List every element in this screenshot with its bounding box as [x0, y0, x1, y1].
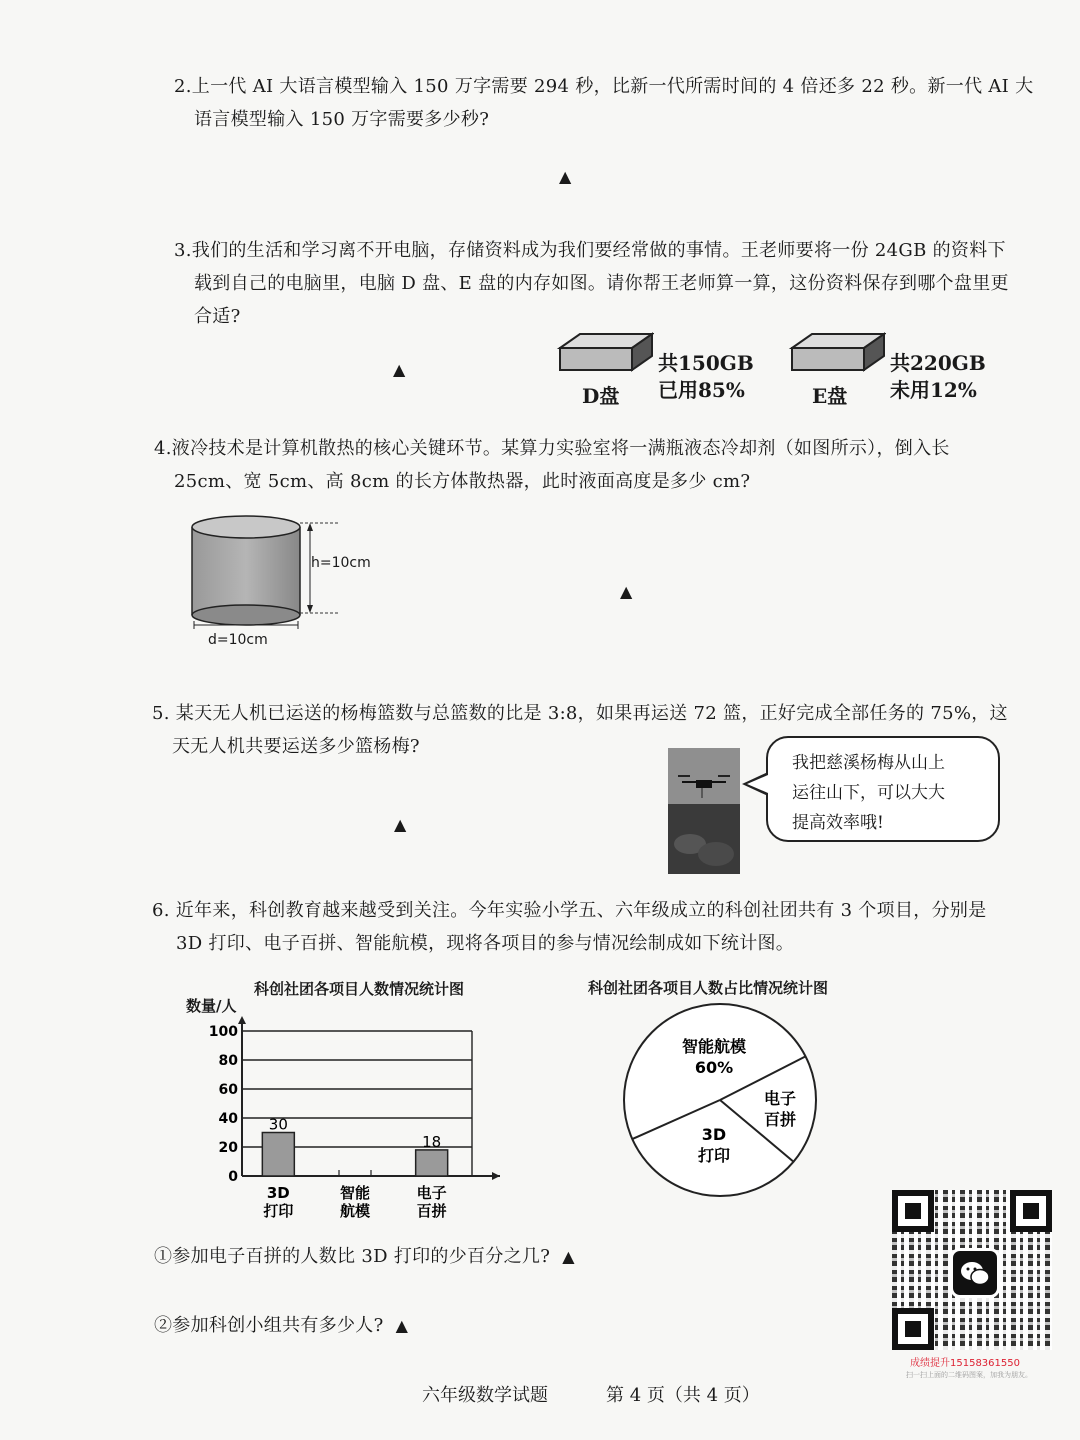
- question-6-line-1: 6. 近年来，科创教育越来越受到关注。今年实验小学五、六年级成立的科创社团共有 3 个项目，分别是: [152, 900, 987, 921]
- answer-mark-q5: ▲: [394, 815, 407, 834]
- cylinder-height-label: h=10cm: [311, 555, 371, 571]
- disk-d-used: 已用85%: [658, 378, 745, 402]
- pie-slice-label: 60%: [694, 1058, 734, 1077]
- question-5-line-1: 5. 某天无人机已运送的杨梅篮数与总篮数的比是 3:8，如果再运送 72 篮，正好完成全部任务的 75%，这: [152, 703, 1008, 724]
- disk-d-icon: [554, 330, 654, 380]
- pie-slice-label: 电子: [763, 1089, 797, 1108]
- qr-finder-top-left: [892, 1190, 934, 1232]
- bar-y-tick-label: 0: [228, 1169, 238, 1185]
- bar-category-label: 电子: [416, 1184, 447, 1202]
- bar-data-label: 30: [268, 1115, 288, 1134]
- cylinder-diameter-label: d=10cm: [208, 632, 268, 648]
- bar-chart-ylabel: 数量/人: [186, 997, 237, 1015]
- speech-bubble-line-2: 运往山下，可以大大: [792, 783, 945, 803]
- speech-bubble-line-3: 提高效率哦!: [792, 813, 884, 833]
- qr-caption-small: 扫一扫上面的二维码图案，加我为朋友。: [906, 1371, 1032, 1379]
- pie-slice-label: 3D: [701, 1125, 727, 1144]
- bar: [262, 1133, 294, 1177]
- answer-mark-q2: ▲: [559, 167, 572, 186]
- answer-mark-q4: ▲: [620, 582, 633, 601]
- bar-y-tick-label: 60: [218, 1082, 238, 1098]
- bar-y-tick-label: 40: [218, 1111, 238, 1127]
- question-5-line-2: 天无人机共要运送多少篮杨梅?: [172, 736, 420, 757]
- bar-category-label: 智能: [339, 1184, 371, 1202]
- question-3-line-2: 载到自己的电脑里，电脑 D 盘、E 盘的内存如图。请你帮王老师算一算，这份资料保存到哪个盘里更: [194, 273, 1009, 294]
- qr-caption: 成绩提升15158361550: [910, 1358, 1020, 1369]
- speech-bubble-line-1: 我把慈溪杨梅从山上: [792, 753, 945, 773]
- question-6-sub-2: ②参加科创小组共有多少人?: [154, 1315, 384, 1336]
- question-2-line-1: 2.上一代 AI 大语言模型输入 150 万字需要 294 秒，比新一代所需时间的 4 倍还多 22 秒。新一代 AI 大: [174, 76, 1034, 97]
- question-3-line-1: 3.我们的生活和学习离不开电脑，存储资料成为我们要经常做的事情。王老师要将一份 24GB 的资料下: [174, 240, 1006, 261]
- speech-bubble-tail-fill: [747, 775, 768, 793]
- question-4-line-1: 4.液冷技术是计算机散热的核心关键环节。某算力实验室将一满瓶液态冷却剂（如图所示），倒入长: [154, 438, 950, 459]
- bar-chart: [180, 1010, 520, 1230]
- wechat-logo-icon: [950, 1248, 1000, 1298]
- pie-chart: [620, 1000, 820, 1200]
- bar-category-label: 3D: [266, 1184, 290, 1202]
- speech-bubble: [766, 736, 1000, 842]
- bar-category-label: 航模: [339, 1202, 371, 1220]
- question-6-sub-2-row: [154, 1309, 408, 1342]
- footer-subject: 六年级数学试题: [422, 1385, 548, 1406]
- disk-d-total: 共150GB: [658, 351, 754, 375]
- drone-photo: [668, 748, 740, 874]
- question-3: [174, 234, 1009, 333]
- pie-slice-label: 智能航模: [681, 1037, 747, 1056]
- question-6: [152, 894, 987, 960]
- question-2-line-2: 语言模型输入 150 万字需要多少秒?: [194, 109, 490, 130]
- question-6-line-2: 3D 打印、电子百拼、智能航模，现将各项目的参与情况绘制成如下统计图。: [176, 933, 795, 954]
- pie-slice-label: 百拼: [763, 1110, 797, 1129]
- bar-y-tick-label: 20: [218, 1140, 238, 1156]
- qr-finder-top-right: [1010, 1190, 1052, 1232]
- bar-y-axis-arrow: [238, 1016, 246, 1024]
- pie-slice-label: 打印: [697, 1146, 731, 1165]
- answer-mark-q6-1: ▲: [562, 1247, 575, 1266]
- footer-page: 第 4 页（共 4 页）: [606, 1385, 760, 1406]
- bar-category-label: 打印: [263, 1202, 294, 1220]
- disk-e-name: E盘: [812, 384, 848, 408]
- pie-chart-title: 科创社团各项目人数占比情况统计图: [588, 979, 829, 997]
- disk-d-name: D盘: [582, 384, 620, 408]
- question-2: [174, 70, 1033, 136]
- disk-e-unused: 未用12%: [890, 378, 977, 402]
- bar-category-label: 百拼: [416, 1202, 447, 1220]
- bar-data-label: 18: [422, 1132, 442, 1151]
- bar-y-tick-label: 80: [218, 1053, 238, 1069]
- bar-chart-title: 科创社团各项目人数情况统计图: [254, 980, 465, 998]
- question-3-line-3: 合适?: [194, 306, 241, 327]
- bar-x-axis-arrow: [492, 1172, 500, 1180]
- question-6-sub-1: ①参加电子百拼的人数比 3D 打印的少百分之几?: [154, 1246, 551, 1267]
- bar: [416, 1150, 448, 1176]
- disk-e-total: 共220GB: [890, 351, 986, 375]
- qr-finder-bottom-left: [892, 1308, 934, 1350]
- bar-y-tick-label: 100: [208, 1024, 238, 1040]
- answer-mark-q3: ▲: [393, 360, 406, 379]
- question-6-sub-1-row: [154, 1240, 575, 1273]
- answer-mark-q6-2: ▲: [395, 1316, 409, 1335]
- disk-e-icon: [786, 330, 886, 380]
- question-4: [154, 432, 950, 498]
- question-4-line-2: 25cm、宽 5cm、高 8cm 的长方体散热器，此时液面高度是多少 cm?: [174, 471, 751, 492]
